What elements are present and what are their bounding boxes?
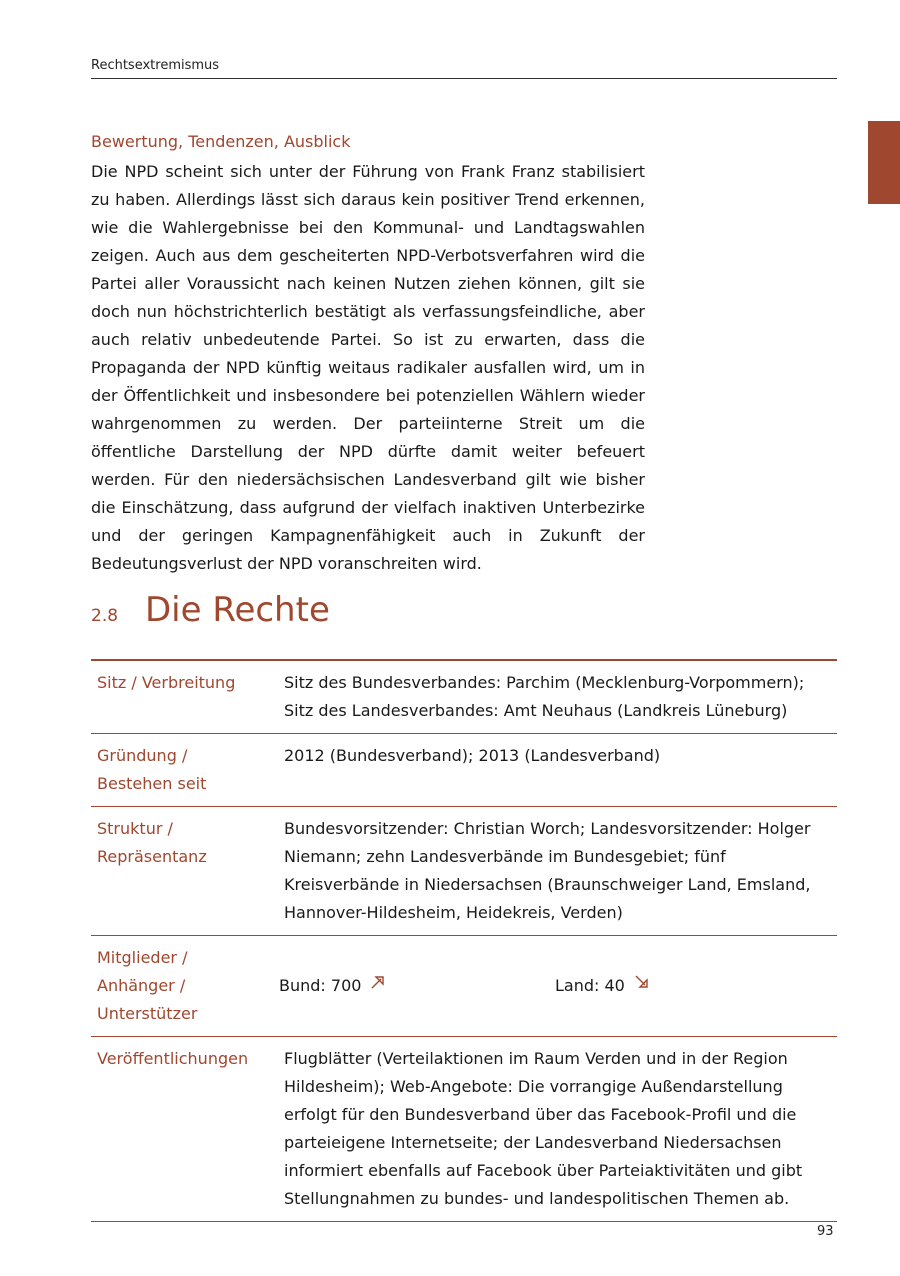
- members-values: [279, 944, 837, 1028]
- fact-label: Gründung / Bestehen seit: [97, 746, 207, 793]
- members-land-value: Land: 40: [555, 976, 625, 995]
- fact-value: Flugblätter (Verteilaktionen im Raum Verden und in der Region Hildesheim); Web-Angebote: Die vorrangige Außendarstellung erfolgt für den Bundesverband über das Facebook-Profil und die parteieigene Internetseite; der Landesverband Niedersachsen informiert ebenfalls auf Facebook über Parteiaktivitäten und gibt Stellungnahmen zu bundes- und landespolitischen Themen ab.: [284, 1049, 803, 1208]
- arrow-down-right-icon: [633, 972, 651, 1000]
- fact-row-struktur: [91, 807, 837, 936]
- section-name: Die Rechte: [145, 590, 330, 630]
- arrow-up-right-icon: [369, 972, 387, 1000]
- fact-value: Bundesvorsitzender: Christian Worch; Landesvorsitzender: Holger Niemann; zehn Landesverbände im Bundesgebiet; fünf Kreisverbände in Niedersachsen (Braunschweiger Land, Emsland, Hannover-Hildesheim, Heidekreis, Verden): [284, 819, 811, 922]
- section-number: 2.8: [91, 606, 119, 626]
- members-bund-value: Bund: 700: [279, 976, 362, 995]
- members-bund: [279, 944, 555, 1028]
- fact-row-veroeffentlichungen: [91, 1037, 837, 1222]
- fact-value: 2012 (Bundesverband); 2013 (Landesverband): [284, 746, 661, 765]
- fact-label: Struktur / Repräsentanz: [97, 819, 207, 866]
- page-number: 93: [817, 1224, 834, 1239]
- fact-table: [91, 659, 837, 1222]
- fact-label: Mitglieder / Anhänger / Unterstützer: [97, 948, 198, 1023]
- fact-label: Sitz / Verbreitung: [97, 673, 236, 692]
- assessment-paragraph: Die NPD scheint sich unter der Führung von Frank Franz stabilisiert zu haben. Allerdings lässt sich daraus kein positiver Trend erkennen, wie die Wahlergebnisse bei den Kommunal- und Landtagswahlen zeigen. Auch aus dem gescheiterten NPD-Verbotsverfahren wird die Partei aller Voraussicht nach keinen Nutzen ziehen können, gilt sie doch nun höchstrichterlich bestätigt als verfassungsfeindliche, aber auch relativ unbedeutende Partei. So ist zu erwarten, dass die Propaganda der NPD künftig weitaus radikaler ausfallen wird, um in der Öffentlichkeit und insbesondere bei potenziellen Wählern wieder wahrgenommen zu werden. Der parteiinterne Streit um die öffentliche Darstellung der NPD dürfte damit weiter befeuert werden. Für den niedersächsischen Landesverband gilt wie bisher die Einschätzung, dass aufgrund der vielfach inaktiven Unterbezirke und der geringen Kampagnenfähigkeit auch in Zukunft der Bedeutungsverlust der NPD voranschreiten wird.: [91, 162, 645, 573]
- fact-label: Veröffentlichungen: [97, 1049, 249, 1068]
- fact-row-mitglieder: [91, 936, 837, 1037]
- members-land: [555, 944, 831, 1028]
- fact-row-gruendung: [91, 734, 837, 807]
- assessment-heading: Bewertung, Tendenzen, Ausblick: [91, 132, 351, 151]
- fact-value: Sitz des Bundesverbandes: Parchim (Mecklenburg-Vorpommern); Sitz des Landesverbandes: Amt Neuhaus (Landkreis Lüneburg): [284, 673, 805, 720]
- running-header: Rechtsextremismus: [91, 58, 837, 79]
- section-title: [91, 590, 330, 630]
- fact-row-sitz: [91, 661, 837, 734]
- chapter-marker-tab: [868, 121, 900, 204]
